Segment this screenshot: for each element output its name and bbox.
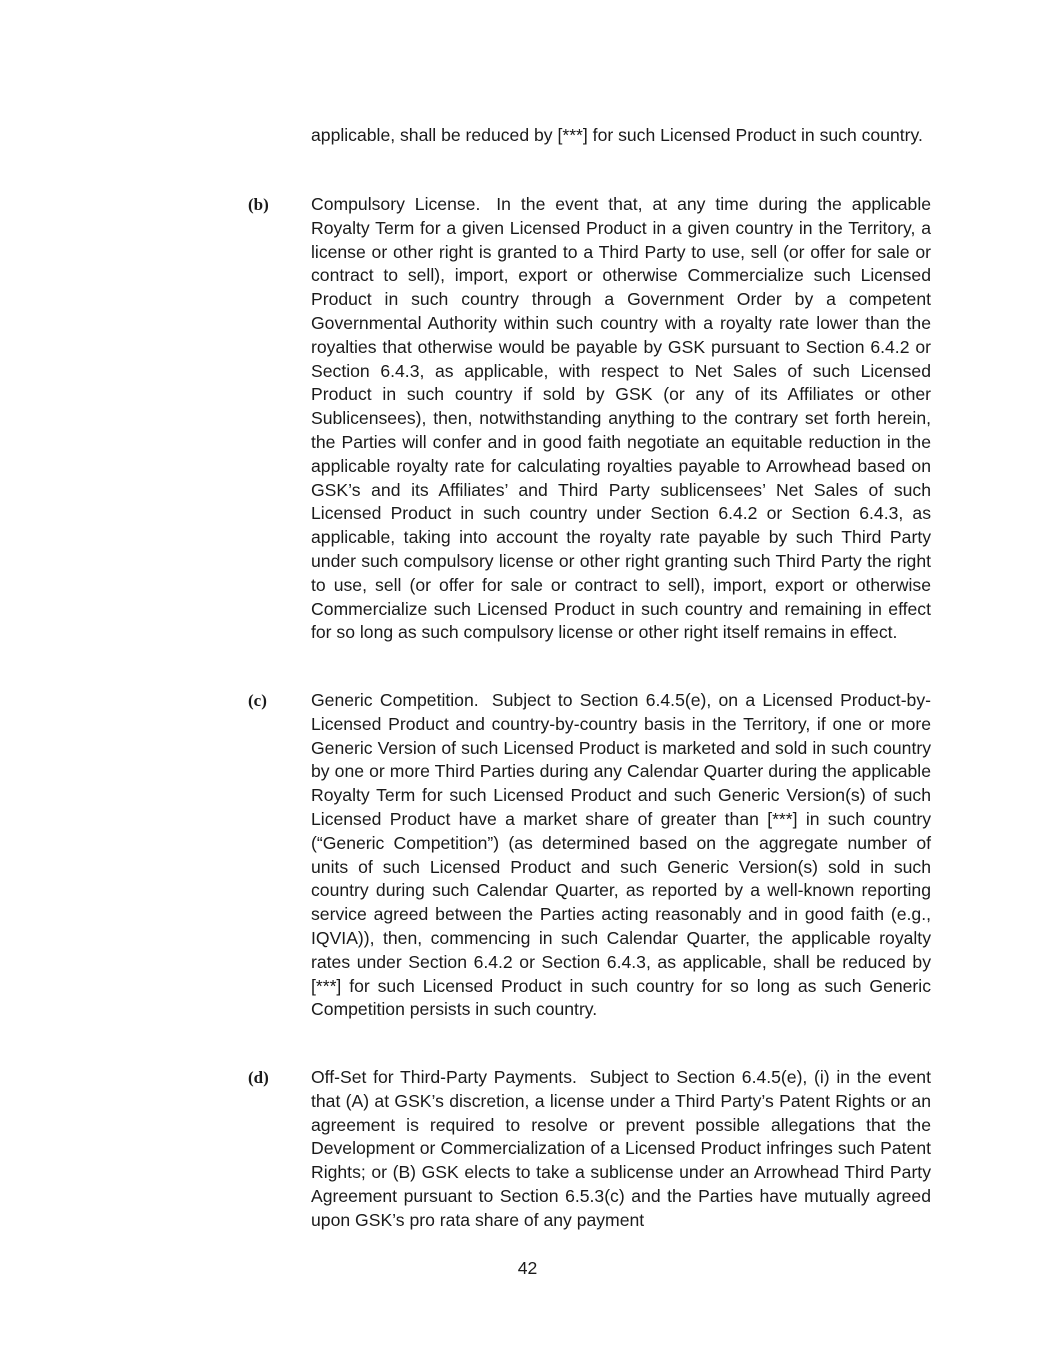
paragraph-heading: Off-Set for Third-Party Payments. <box>311 1067 577 1087</box>
paragraph-b <box>248 193 931 645</box>
paragraph-label: (c) <box>248 691 267 710</box>
paragraph-text: Subject to Section 6.4.5(e), on a Licensed Product-by-Licensed Product and country-by-country basis in the Territory, if one or more Generic Version of such Licensed Product is marketed and sold in such country by one or more Third Parties during any Calendar Quarter during the applicable Royalty Term for such Licensed Product and such Generic Version(s) of such Licensed Product have a market share of greater than [***] in such country (“Generic Competition”) (as determined based on the aggregate number of units of such Licensed Product and such Generic Version(s) sold in such country during such Calendar Quarter, as reported by a well-known reporting service agreed between the Parties acting reasonably and in good faith (e.g., IQVIA)), then, commencing in such Calendar Quarter, the applicable royalty rates under Section 6.4.2 or Section 6.4.3, as applicable, shall be reduced by [***] for such Licensed Product in such country for so long as such Generic Competition persists in such country. <box>311 690 931 1020</box>
paragraph-text: Subject to Section 6.4.5(e), (i) in the event that (A) at GSK’s discretion, a license under a Third Party’s Patent Rights or an agreement is required to resolve or prevent possible allegations that the Development or Commercialization of a Licensed Product infringes such Patent Rights; or (B) GSK elects to take a sublicense under an Arrowhead Third Party Agreement pursuant to Section 6.5.3(c) and the Parties have mutually agreed upon GSK’s pro rata share of any payment <box>311 1067 931 1230</box>
paragraph-body <box>311 1066 931 1233</box>
paragraph-label: (b) <box>248 195 269 214</box>
paragraph-text: In the event that, at any time during the applicable Royalty Term for a given Licensed Product in a given country in the Territory, a license or other right is granted to a Third Party to use, sell (or offer for sale or contract to sell), import, export or otherwise Commercialize such Licensed Product in such country through a Government Order by a competent Governmental Authority within such country with a royalty rate lower than the royalties that otherwise would be payable by GSK pursuant to Section 6.4.2 or Section 6.4.3, as applicable, with respect to Net Sales of such Licensed Product in such country if sold by GSK (or any of its Affiliates or other Sublicensees), then, notwithstanding anything to the contrary set forth herein, the Parties will confer and in good faith negotiate an equitable reduction in the applicable royalty rate for calculating royalties payable to Arrowhead based on GSK’s and its Affiliates’ and Third Party sublicensees’ Net Sales of such Licensed Product in such country under Section 6.4.2 or Section 6.4.3, as applicable, taking into account the royalty rate payable by such Third Party under such compulsory license or other right granting such Third Party the right to use, sell (or offer for sale or contract to sell), import, export or otherwise Commercialize such Licensed Product in such country and remaining in effect for so long as such compulsory license or other right itself remains in effect. <box>311 194 932 643</box>
paragraph-d <box>248 1066 931 1233</box>
paragraph-heading: Compulsory License. <box>311 194 481 214</box>
paragraph-label: (d) <box>248 1068 269 1087</box>
paragraph-heading: Generic Competition. <box>311 690 479 710</box>
page-number: 42 <box>517 1258 538 1278</box>
continuation-text: applicable, shall be reduced by [***] for such Licensed Product in such country. <box>311 125 923 145</box>
paragraph-body <box>311 193 931 645</box>
paragraph-body <box>311 689 931 1022</box>
paragraph-c <box>248 689 931 1022</box>
